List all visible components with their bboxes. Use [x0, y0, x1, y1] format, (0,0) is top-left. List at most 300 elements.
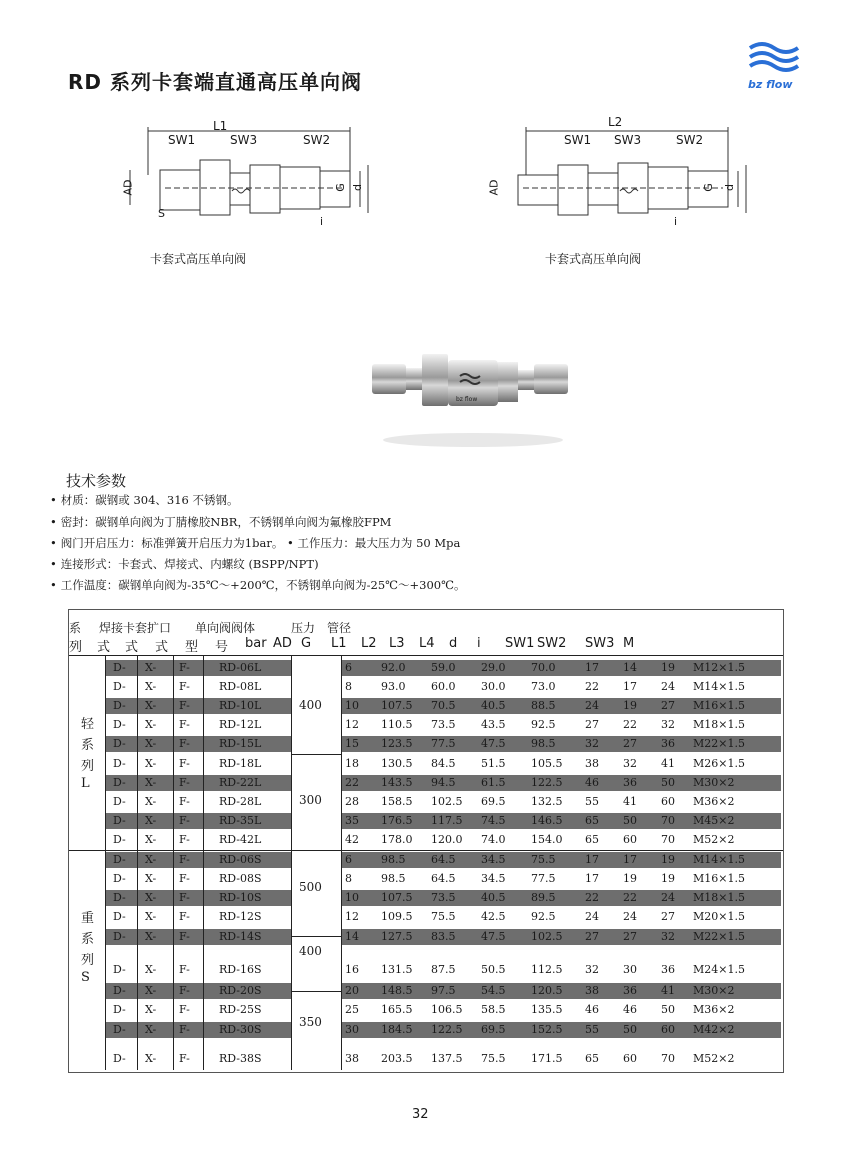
cell-model: RD-35L — [219, 814, 262, 827]
cell-sw1: 65 — [585, 814, 599, 827]
cell-sw3: 32 — [661, 718, 675, 731]
cell-l2: 73.5 — [431, 718, 456, 731]
group-label-heavy: 列 — [81, 953, 95, 968]
row-shade-left — [105, 813, 291, 829]
g-label: G — [333, 183, 347, 192]
cell-sw2: 27 — [623, 930, 637, 943]
cell-sw1: 17 — [585, 872, 599, 885]
cell-d: D- — [113, 1052, 126, 1065]
cell-x: X- — [145, 984, 157, 997]
header-cell: 式 — [155, 640, 169, 655]
cell-m: M30×2 — [693, 984, 735, 997]
cell-l2: 70.5 — [431, 699, 456, 712]
cell-l2: 137.5 — [431, 1052, 463, 1065]
cell-x: X- — [145, 814, 157, 827]
cell-l1: 148.5 — [381, 984, 413, 997]
cell-l3: 40.5 — [481, 699, 506, 712]
cell-l3: 50.5 — [481, 963, 506, 976]
cell-m: M12×1.5 — [693, 661, 745, 674]
cell-l4: 135.5 — [531, 1003, 563, 1016]
cell-f: F- — [179, 776, 190, 789]
sw2-label: SW2 — [676, 133, 704, 147]
cell-l2: 64.5 — [431, 853, 456, 866]
cell-l4: 88.5 — [531, 699, 556, 712]
cell-ad: 6 — [345, 661, 352, 674]
cell-l4: 105.5 — [531, 757, 563, 770]
group-divider — [69, 850, 783, 851]
cell-m: M36×2 — [693, 795, 735, 808]
cell-l3: 47.5 — [481, 930, 506, 943]
cell-l3: 61.5 — [481, 776, 506, 789]
cell-ad: 20 — [345, 984, 359, 997]
pressure-value: 400 — [299, 944, 322, 958]
header-col-tube: 管径 — [327, 621, 352, 635]
cell-l1: 98.5 — [381, 853, 406, 866]
sw3-label: SW3 — [614, 133, 642, 147]
cell-l4: 132.5 — [531, 795, 563, 808]
s-label: S — [158, 207, 165, 220]
cell-d: D- — [113, 776, 126, 789]
cell-l3: 74.0 — [481, 833, 506, 846]
cell-x: X- — [145, 699, 157, 712]
diagram-caption-right: 卡套式高压单向阀 — [545, 252, 642, 266]
cell-l1: 107.5 — [381, 891, 413, 904]
cell-l2: 84.5 — [431, 757, 456, 770]
brand-logo — [742, 40, 802, 92]
cell-f: F- — [179, 737, 190, 750]
cell-d: D- — [113, 680, 126, 693]
cell-l1: 123.5 — [381, 737, 413, 750]
cell-l2: 60.0 — [431, 680, 456, 693]
header-cell: SW1 — [505, 636, 535, 651]
cell-l3: 30.0 — [481, 680, 506, 693]
cell-f: F- — [179, 1023, 190, 1036]
row-shade-left — [105, 775, 291, 791]
sw3-label: SW3 — [230, 133, 258, 147]
cell-sw3: 41 — [661, 757, 675, 770]
cell-l3: 58.5 — [481, 1003, 506, 1016]
cell-l4: 154.0 — [531, 833, 563, 846]
cell-model: RD-25S — [219, 1003, 262, 1016]
cell-sw2: 32 — [623, 757, 637, 770]
spec-item: • 阀门开启压力：标准弹簧开启压力为1bar。 • 工作压力：最大压力为 50 Mpa — [50, 536, 461, 550]
cell-d: D- — [113, 984, 126, 997]
length-label: L2 — [608, 115, 623, 129]
cell-sw2: 19 — [623, 699, 637, 712]
cell-sw2: 60 — [623, 1052, 637, 1065]
cell-l3: 29.0 — [481, 661, 506, 674]
cell-sw3: 60 — [661, 795, 675, 808]
ad-label: AD — [487, 179, 501, 196]
cell-f: F- — [179, 718, 190, 731]
cell-x: X- — [145, 737, 157, 750]
valve-diagram-right — [487, 115, 748, 228]
group-label-heavy: S — [81, 970, 90, 985]
cell-f: F- — [179, 680, 190, 693]
wave-logo-icon — [742, 40, 802, 80]
d-label: d — [350, 184, 364, 191]
cell-sw1: 17 — [585, 661, 599, 674]
header-cell: 式 — [97, 640, 111, 655]
i-label: i — [320, 215, 324, 228]
diagram-caption-left: 卡套式高压单向阀 — [150, 252, 247, 266]
product-photo — [368, 340, 578, 450]
grid-line — [137, 655, 138, 1070]
cell-l2: 64.5 — [431, 872, 456, 885]
pressure-value: 400 — [299, 698, 322, 712]
cell-d: D- — [113, 795, 126, 808]
header-cell: AD — [273, 636, 292, 651]
ad-label: AD — [121, 179, 135, 196]
cell-l4: 92.5 — [531, 910, 556, 923]
cell-sw3: 36 — [661, 963, 675, 976]
cell-ad: 10 — [345, 891, 359, 904]
cell-m: M16×1.5 — [693, 872, 745, 885]
cell-sw1: 65 — [585, 1052, 599, 1065]
pressure-divider — [291, 936, 341, 937]
header-cell: 式 — [125, 640, 139, 655]
spec-heading: 技术参数 — [66, 472, 127, 490]
cell-sw2: 50 — [623, 814, 637, 827]
header-cell: 号 — [215, 640, 229, 655]
cell-ad: 35 — [345, 814, 359, 827]
cell-l4: 92.5 — [531, 718, 556, 731]
cell-d: D- — [113, 757, 126, 770]
d-label: d — [722, 184, 736, 191]
cell-f: F- — [179, 930, 190, 943]
cell-m: M22×1.5 — [693, 930, 745, 943]
cell-d: D- — [113, 1023, 126, 1036]
header-cell: SW3 — [585, 636, 615, 651]
page-number: 32 — [412, 1107, 429, 1122]
cell-sw1: 65 — [585, 833, 599, 846]
cell-x: X- — [145, 757, 157, 770]
cell-l1: 98.5 — [381, 872, 406, 885]
cell-sw1: 17 — [585, 853, 599, 866]
cell-l4: 171.5 — [531, 1052, 563, 1065]
cell-l1: 203.5 — [381, 1052, 413, 1065]
cell-sw2: 17 — [623, 853, 637, 866]
cell-d: D- — [113, 814, 126, 827]
cell-x: X- — [145, 718, 157, 731]
cell-d: D- — [113, 930, 126, 943]
cell-d: D- — [113, 910, 126, 923]
header-cell: 列 — [69, 640, 83, 655]
cell-l2: 106.5 — [431, 1003, 463, 1016]
cell-x: X- — [145, 776, 157, 789]
cell-sw1: 46 — [585, 1003, 599, 1016]
group-label-heavy: 系 — [81, 932, 95, 947]
header-cell: d — [449, 636, 458, 651]
cell-model: RD-08L — [219, 680, 262, 693]
cell-l2: 97.5 — [431, 984, 456, 997]
cell-l4: 112.5 — [531, 963, 563, 976]
cell-l3: 69.5 — [481, 795, 506, 808]
cell-sw3: 60 — [661, 1023, 675, 1036]
cell-l4: 120.5 — [531, 984, 563, 997]
cell-x: X- — [145, 1003, 157, 1016]
cell-sw2: 27 — [623, 737, 637, 750]
cell-l4: 102.5 — [531, 930, 563, 943]
cell-l1: 176.5 — [381, 814, 413, 827]
cell-ad: 10 — [345, 699, 359, 712]
row-shade-left — [105, 983, 291, 999]
cell-model: RD-08S — [219, 872, 262, 885]
cell-m: M52×2 — [693, 1052, 735, 1065]
cell-l1: 158.5 — [381, 795, 413, 808]
cell-sw3: 50 — [661, 1003, 675, 1016]
cell-l3: 43.5 — [481, 718, 506, 731]
cell-l1: 184.5 — [381, 1023, 413, 1036]
cell-l2: 117.5 — [431, 814, 463, 827]
cell-d: D- — [113, 718, 126, 731]
cell-l4: 89.5 — [531, 891, 556, 904]
cell-sw3: 24 — [661, 680, 675, 693]
cell-model: RD-06S — [219, 853, 262, 866]
row-shade-left — [105, 852, 291, 868]
header-cell: SW2 — [537, 636, 567, 651]
cell-l4: 75.5 — [531, 853, 556, 866]
header-cell: L2 — [361, 636, 377, 651]
cell-d: D- — [113, 872, 126, 885]
cell-sw2: 30 — [623, 963, 637, 976]
spec-table — [68, 609, 784, 1073]
cell-ad: 42 — [345, 833, 359, 846]
row-shade-left — [105, 736, 291, 752]
grid-line — [105, 655, 106, 1070]
cell-f: F- — [179, 984, 190, 997]
cell-sw1: 22 — [585, 680, 599, 693]
group-label-heavy: 重 — [81, 911, 95, 926]
header-cell: M — [623, 636, 635, 651]
cell-l4: 152.5 — [531, 1023, 563, 1036]
cell-d: D- — [113, 699, 126, 712]
cell-l1: 143.5 — [381, 776, 413, 789]
g-label: G — [701, 183, 715, 192]
cell-f: F- — [179, 910, 190, 923]
cell-l2: 73.5 — [431, 891, 456, 904]
group-label-light: 轻 — [81, 717, 95, 732]
cell-x: X- — [145, 795, 157, 808]
cell-l1: 127.5 — [381, 930, 413, 943]
cell-sw2: 36 — [623, 776, 637, 789]
cell-ad: 6 — [345, 853, 352, 866]
cell-ad: 15 — [345, 737, 359, 750]
cell-model: RD-18L — [219, 757, 262, 770]
cell-ad: 30 — [345, 1023, 359, 1036]
cell-x: X- — [145, 872, 157, 885]
cell-l2: 94.5 — [431, 776, 456, 789]
cell-sw2: 22 — [623, 891, 637, 904]
cell-ad: 8 — [345, 680, 352, 693]
cell-sw1: 55 — [585, 1023, 599, 1036]
cell-m: M20×1.5 — [693, 910, 745, 923]
cell-d: D- — [113, 963, 126, 976]
row-shade-left — [105, 660, 291, 676]
cell-l3: 47.5 — [481, 737, 506, 750]
photo-brand-mark: bz flow — [456, 396, 478, 403]
cell-l3: 34.5 — [481, 872, 506, 885]
cell-sw2: 14 — [623, 661, 637, 674]
valve-diagram-left — [120, 115, 370, 228]
cell-d: D- — [113, 853, 126, 866]
cell-l4: 73.0 — [531, 680, 556, 693]
cell-x: X- — [145, 853, 157, 866]
cell-sw3: 27 — [661, 699, 675, 712]
cell-l2: 120.0 — [431, 833, 463, 846]
cell-sw3: 36 — [661, 737, 675, 750]
pressure-divider — [291, 754, 341, 755]
row-shade-left — [105, 890, 291, 906]
header-col-pressure: 压力 — [291, 621, 316, 635]
cell-sw2: 50 — [623, 1023, 637, 1036]
cell-f: F- — [179, 795, 190, 808]
header-cell: i — [477, 636, 481, 651]
cell-f: F- — [179, 1003, 190, 1016]
cell-sw3: 32 — [661, 930, 675, 943]
cell-model: RD-20S — [219, 984, 262, 997]
cell-l3: 75.5 — [481, 1052, 506, 1065]
row-shade-left — [105, 1022, 291, 1038]
cell-l1: 107.5 — [381, 699, 413, 712]
header-col-types: 焊接卡套扩口 — [99, 621, 172, 635]
cell-sw3: 50 — [661, 776, 675, 789]
cell-model: RD-06L — [219, 661, 262, 674]
cell-d: D- — [113, 661, 126, 674]
cell-m: M42×2 — [693, 1023, 735, 1036]
grid-line — [291, 655, 292, 1070]
cell-f: F- — [179, 661, 190, 674]
header-col-series: 系 — [69, 621, 82, 635]
cell-l3: 42.5 — [481, 910, 506, 923]
cell-sw3: 70 — [661, 1052, 675, 1065]
cell-l4: 98.5 — [531, 737, 556, 750]
cell-model: RD-28L — [219, 795, 262, 808]
cell-f: F- — [179, 757, 190, 770]
sw1-label: SW1 — [564, 133, 592, 147]
cell-l2: 83.5 — [431, 930, 456, 943]
cell-m: M22×1.5 — [693, 737, 745, 750]
cell-sw1: 55 — [585, 795, 599, 808]
cell-l1: 110.5 — [381, 718, 413, 731]
cell-d: D- — [113, 833, 126, 846]
cell-l1: 131.5 — [381, 963, 413, 976]
cell-sw3: 41 — [661, 984, 675, 997]
cell-model: RD-16S — [219, 963, 262, 976]
cell-m: M14×1.5 — [693, 680, 745, 693]
cell-l1: 130.5 — [381, 757, 413, 770]
cell-sw1: 38 — [585, 984, 599, 997]
cell-m: M16×1.5 — [693, 699, 745, 712]
cell-sw1: 32 — [585, 737, 599, 750]
cell-m: M26×1.5 — [693, 757, 745, 770]
cell-l4: 70.0 — [531, 661, 556, 674]
cell-sw3: 27 — [661, 910, 675, 923]
cell-ad: 16 — [345, 963, 359, 976]
cell-l1: 178.0 — [381, 833, 413, 846]
cell-f: F- — [179, 963, 190, 976]
spec-item: • 工作温度：碳钢单向阀为-35℃～+200℃，不锈钢单向阀为-25℃～+300℃。 — [50, 578, 466, 592]
cell-f: F- — [179, 814, 190, 827]
cell-sw1: 24 — [585, 699, 599, 712]
cell-f: F- — [179, 891, 190, 904]
cell-sw3: 19 — [661, 872, 675, 885]
spec-item: • 密封：碳钢单向阀为丁腈橡胶NBR，不锈钢单向阀为氟橡胶FPM — [50, 515, 392, 529]
cell-f: F- — [179, 872, 190, 885]
cell-l3: 34.5 — [481, 853, 506, 866]
cell-f: F- — [179, 853, 190, 866]
cell-sw1: 27 — [585, 718, 599, 731]
cell-sw2: 36 — [623, 984, 637, 997]
cell-d: D- — [113, 891, 126, 904]
cell-sw1: 32 — [585, 963, 599, 976]
cell-sw2: 60 — [623, 833, 637, 846]
cell-model: RD-12L — [219, 718, 262, 731]
sw1-label: SW1 — [168, 133, 196, 147]
cell-sw3: 24 — [661, 891, 675, 904]
cell-model: RD-15L — [219, 737, 262, 750]
header-col-body: 单向阀阀体 — [195, 621, 256, 635]
cell-x: X- — [145, 963, 157, 976]
pressure-divider — [291, 991, 341, 992]
sw2-label: SW2 — [303, 133, 331, 147]
cell-ad: 28 — [345, 795, 359, 808]
cell-l2: 75.5 — [431, 910, 456, 923]
cell-l3: 51.5 — [481, 757, 506, 770]
cell-model: RD-10L — [219, 699, 262, 712]
cell-l1: 109.5 — [381, 910, 413, 923]
cell-sw3: 70 — [661, 814, 675, 827]
cell-m: M30×2 — [693, 776, 735, 789]
cell-sw3: 70 — [661, 833, 675, 846]
cell-ad: 22 — [345, 776, 359, 789]
cell-sw3: 19 — [661, 661, 675, 674]
cell-l2: 122.5 — [431, 1023, 463, 1036]
cell-sw2: 46 — [623, 1003, 637, 1016]
cell-l1: 93.0 — [381, 680, 406, 693]
cell-ad: 38 — [345, 1052, 359, 1065]
cell-model: RD-42L — [219, 833, 262, 846]
header-cell: 型 — [185, 640, 199, 655]
spec-item: • 连接形式：卡套式、焊接式、内螺纹 (BSPP/NPT) — [50, 557, 319, 571]
cell-model: RD-12S — [219, 910, 262, 923]
cell-x: X- — [145, 1023, 157, 1036]
group-label-light: L — [81, 776, 90, 791]
cell-x: X- — [145, 930, 157, 943]
cell-sw2: 41 — [623, 795, 637, 808]
cell-l3: 40.5 — [481, 891, 506, 904]
cell-sw1: 46 — [585, 776, 599, 789]
cell-m: M18×1.5 — [693, 891, 745, 904]
row-shade-left — [105, 698, 291, 714]
header-cell: L3 — [389, 636, 405, 651]
header-divider — [69, 655, 783, 656]
cell-m: M14×1.5 — [693, 853, 745, 866]
cell-sw1: 38 — [585, 757, 599, 770]
cell-sw2: 22 — [623, 718, 637, 731]
cell-ad: 12 — [345, 718, 359, 731]
cell-sw2: 17 — [623, 680, 637, 693]
i-label: i — [674, 215, 678, 228]
cell-sw1: 24 — [585, 910, 599, 923]
cell-sw1: 22 — [585, 891, 599, 904]
cell-d: D- — [113, 737, 126, 750]
page-title: RD 系列卡套端直通高压单向阀 — [68, 70, 362, 94]
header-cell: L4 — [419, 636, 435, 651]
cell-x: X- — [145, 833, 157, 846]
cell-ad: 25 — [345, 1003, 359, 1016]
cell-f: F- — [179, 1052, 190, 1065]
